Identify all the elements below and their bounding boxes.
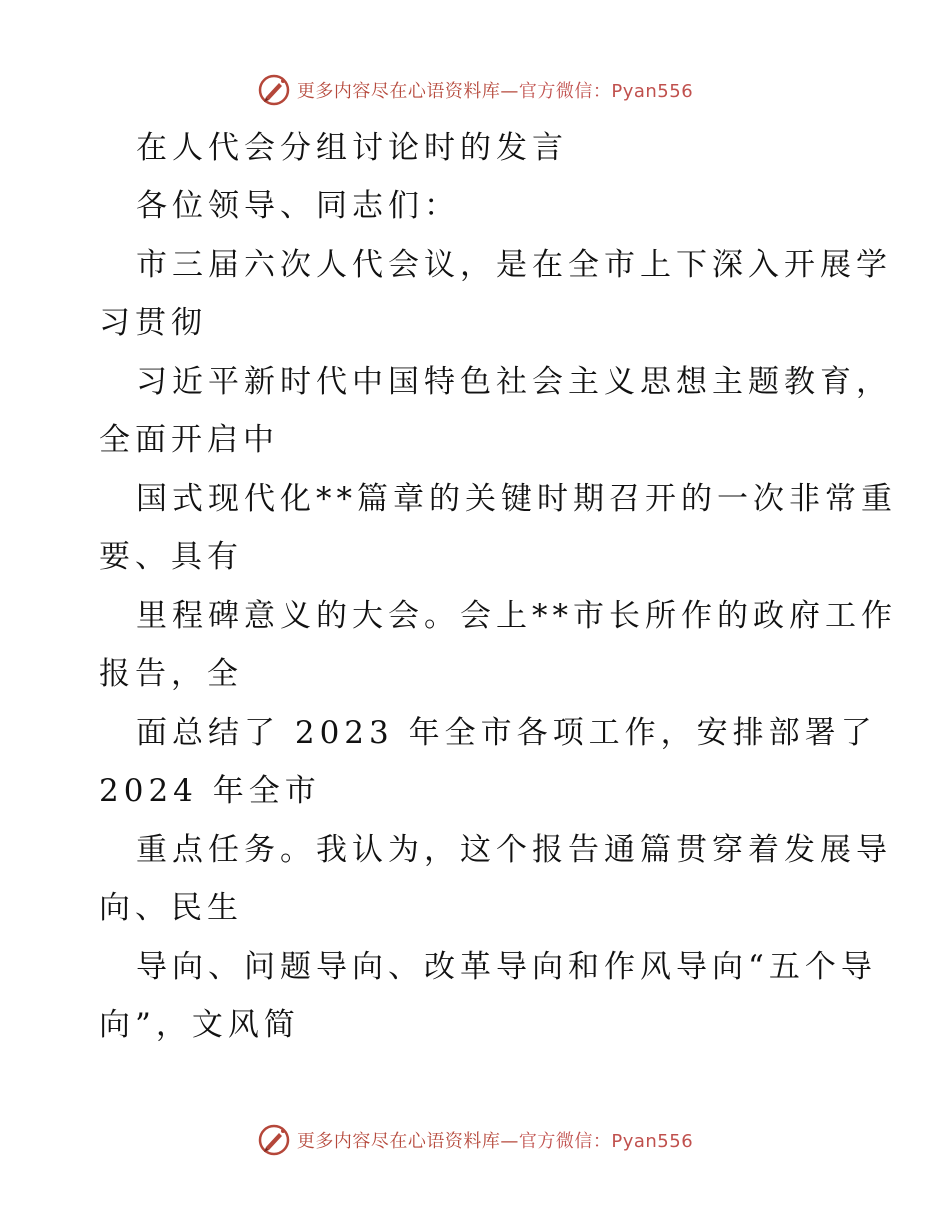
salutation: 各位领导、同志们： xyxy=(136,188,460,224)
footer-banner-separator: — xyxy=(500,1131,519,1152)
header-banner-contact: 官方微信：Pyan556 xyxy=(518,81,694,102)
paragraph-line: 重点任务。我认为，这个报告通篇贯穿着发展导 xyxy=(136,832,892,868)
footer-banner-title: 更多内容尽在心语资料库 xyxy=(296,1131,501,1152)
paragraph-line: 习贯彻 xyxy=(99,305,207,341)
document-title: 在人代会分组讨论时的发言 xyxy=(136,130,568,166)
paragraph-line: 要、具有 xyxy=(99,539,243,575)
paragraph-line: 报告，全 xyxy=(99,656,243,692)
footer-banner xyxy=(0,1120,950,1160)
paragraph-line: 导向、问题导向、改革导向和作风导向“五个导 xyxy=(136,949,877,985)
paragraph-line: 习近平新时代中国特色社会主义思想主题教育， xyxy=(136,364,892,400)
pen-logo-icon xyxy=(257,1123,291,1157)
header-banner xyxy=(0,70,950,110)
header-banner-text xyxy=(297,77,693,103)
paragraph-line: 全面开启中 xyxy=(99,422,279,458)
footer-banner-text xyxy=(297,1127,693,1153)
paragraph-line: 向”，文风简 xyxy=(99,1007,300,1043)
paragraph-line: 2024 年全市 xyxy=(99,773,321,809)
footer-banner-contact: 官方微信：Pyan556 xyxy=(518,1131,694,1152)
header-banner-title: 更多内容尽在心语资料库 xyxy=(296,81,501,102)
paragraph-line: 向、民生 xyxy=(99,890,243,926)
paragraph-line: 市三届六次人代会议，是在全市上下深入开展学 xyxy=(136,247,892,283)
paragraph-line: 面总结了 2023 年全市各项工作，安排部署了 xyxy=(136,715,877,751)
pen-logo-icon xyxy=(257,73,291,107)
header-banner-separator: — xyxy=(500,81,519,102)
paragraph-line: 国式现代化**篇章的关键时期召开的一次非常重 xyxy=(136,481,897,517)
paragraph-line: 里程碑意义的大会。会上**市长所作的政府工作 xyxy=(136,598,897,634)
